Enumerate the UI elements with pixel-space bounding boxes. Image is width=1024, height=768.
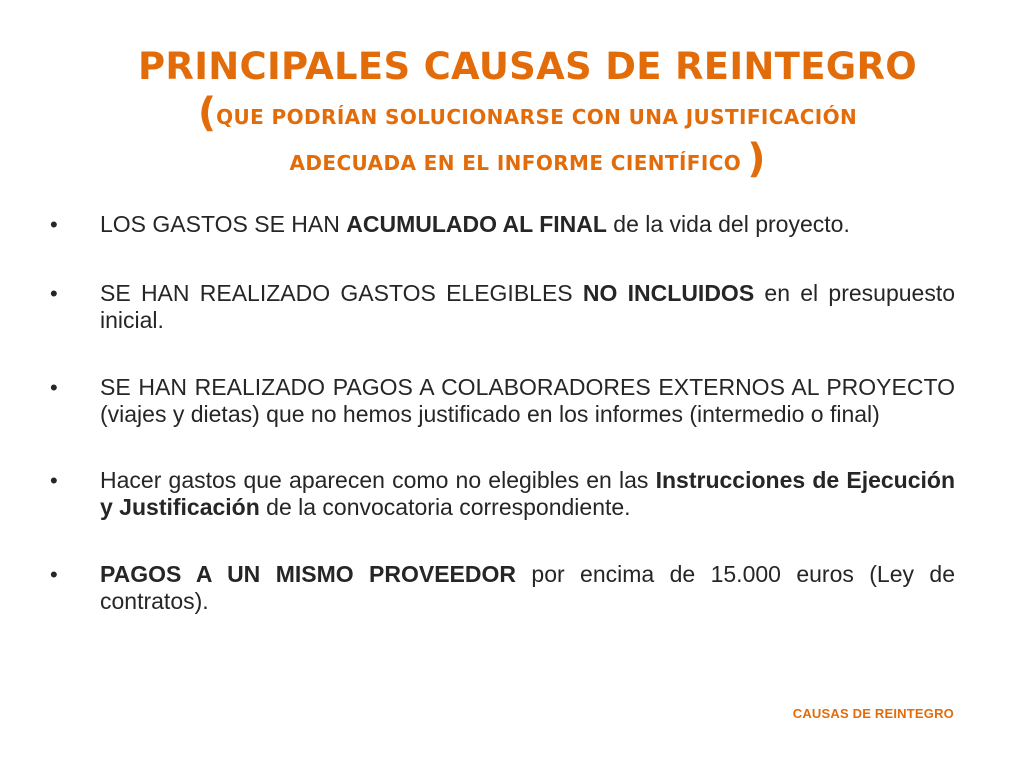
bullet-text-pre: Hacer gastos que aparecen como no elegibles en las: [100, 467, 656, 493]
bullet-text-bold: PAGOS A UN MISMO PROVEEDOR: [100, 561, 517, 587]
bullet-item: [50, 467, 955, 521]
bullet-item: [50, 280, 956, 334]
title-subtitle-line2: [100, 136, 955, 182]
bullet-text-post: por encima de 15.000 euros (Ley de contratos).: [100, 561, 956, 614]
bullet-text-post: en el presupuesto inicial.: [100, 280, 956, 333]
bullet-text-bold: Instrucciones de Ejecución y Justificación: [100, 467, 955, 520]
title-close-paren: ): [747, 136, 766, 182]
bullet-text-post: de la convocatoria correspondiente.: [259, 494, 631, 520]
bullet-icon: •: [50, 375, 58, 400]
bullet-text-bold: ACUMULADO AL FINAL: [346, 211, 607, 237]
bullet-icon: •: [50, 212, 58, 237]
bullet-list: [50, 211, 956, 615]
bullet-text-bold: NO INCLUIDOS: [582, 280, 755, 306]
bullet-text-pre: SE HAN REALIZADO GASTOS ELEGIBLES: [100, 280, 583, 306]
title-main: PRINCIPALES CAUSAS DE REINTEGRO: [137, 45, 917, 88]
slide-title: [100, 44, 955, 182]
bullet-item: [50, 561, 956, 615]
slide-footer: CAUSAS DE REINTEGRO: [792, 706, 954, 721]
bullet-icon: •: [50, 562, 58, 587]
title-subtitle-text1: QUE PODRÍAN SOLUCIONARSE CON UNA JUSTIFICACIÓN: [216, 105, 858, 129]
bullet-text-post: de la vida del proyecto.: [606, 211, 850, 237]
title-open-paren: (: [197, 90, 217, 136]
bullet-item: [50, 211, 955, 238]
bullet-icon: •: [50, 281, 58, 306]
bullet-text: SE HAN REALIZADO PAGOS A COLABORADORES EXTERNOS AL PROYECTO (viajes y dietas) que no hemos justificado en los informes (intermedio o final): [100, 374, 955, 427]
bullet-text-pre: LOS GASTOS SE HAN: [100, 211, 347, 237]
title-subtitle-line1: [100, 90, 955, 136]
bullet-item: [50, 374, 955, 428]
bullet-icon: •: [50, 468, 58, 493]
title-subtitle-text2: ADECUADA EN EL INFORME CIENTÍFICO: [289, 151, 742, 175]
